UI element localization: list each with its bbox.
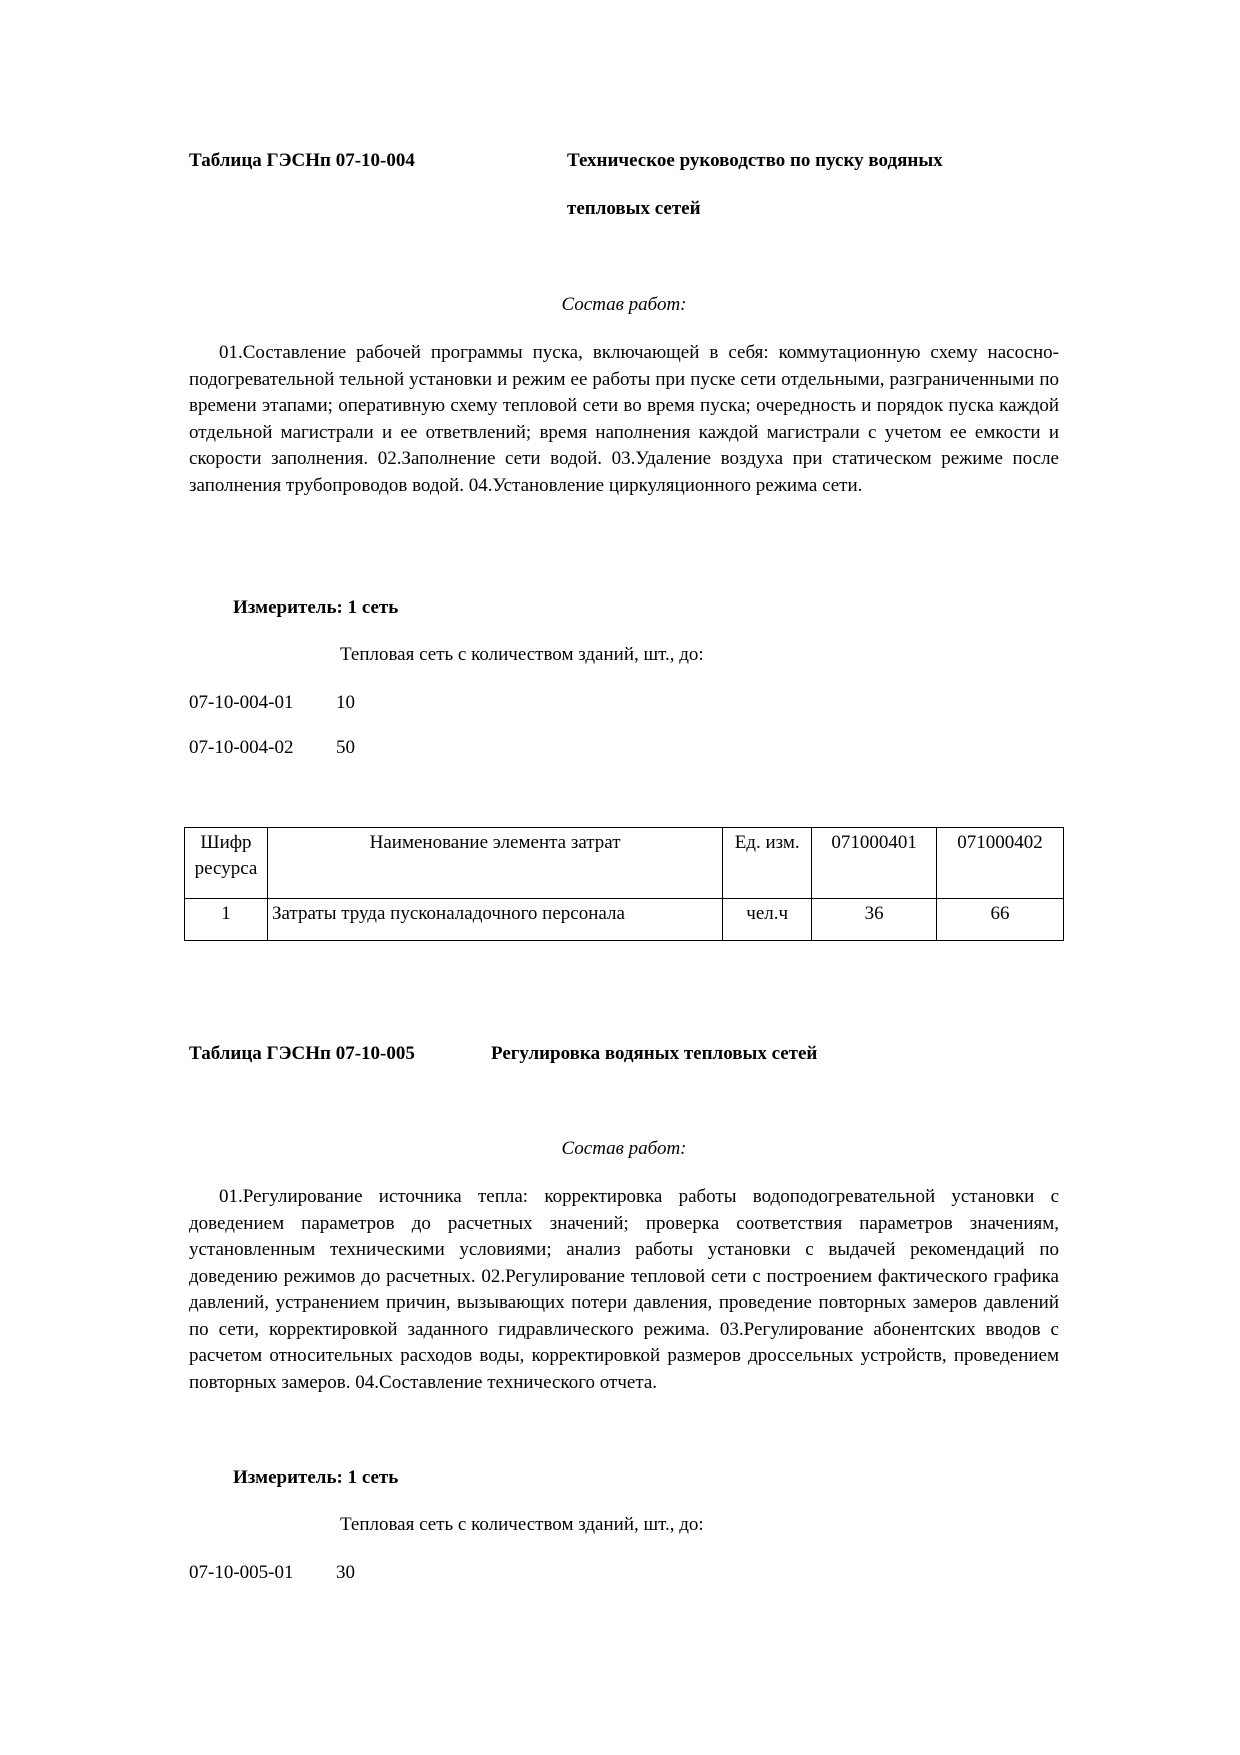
table2-code-1-value: 30 [336,1562,355,1583]
table2-label: Таблица ГЭСНп 07-10-005 [189,1043,415,1064]
table1-title-line1: Техническое руководство по пуску водяных [567,150,943,171]
header-code-01: 071000401 [812,828,937,899]
table2-work-heading: Состав работ: [561,1138,687,1159]
table2-work-text: 01.Регулирование источника тепла: корректировка работы водоподогревательной установки с доведением параметров до расчетных значений; проверка соответствия параметров значениям, установленным техническими условиями; анализ работы установки с выдачей рекомендаций по доведению режимов до расчетных. 02.Регулирование тепловой сети с построением фактического графика давлений, устранением причин, вызывающих потери давления, проведение повторных замеров давлений по сети, корректировкой заданного гидравлического режима. 03.Регулирование абонентских вводов с расчетом относительных расходов воды, корректировкой размеров дроссельных устройств, проведением повторных замеров. 04.Составление технического отчета. [189,1186,1059,1393]
resource-table-header [185,828,1064,899]
table1-subheading: Тепловая сеть с количеством зданий, шт., до: [340,644,704,665]
resource-table [184,827,1064,941]
cell-unit: чел.ч [723,899,812,941]
cell-value-01: 36 [812,899,937,941]
table2-subheading: Тепловая сеть с количеством зданий, шт., до: [340,1514,704,1535]
table1-title-line2: тепловых сетей [567,198,701,219]
table1-code-1: 07-10-004-01 [189,692,294,713]
header-resource-code: Шифр ресурса [185,828,268,899]
header-unit: Ед. изм. [723,828,812,899]
table2-meter: Измеритель: 1 сеть [233,1467,399,1488]
table1-code-1-value: 10 [336,692,355,713]
header-cost-element: Наименование элемента затрат [267,828,722,899]
table1-work-text: 01.Составление рабочей программы пуска, включающей в себя: коммутационную схему насосно-подогревательной тельной установки и режим ее работы при пуске сети отдельными, разграниченными по времени этапами; оперативную схему тепловой сети во время пуска; очередность и порядок пуска каждой отдельной магистрали и ее ответвлений; время наполнения каждой магистрали с учетом ее емкости и скорости заполнения. 02.Заполнение сети водой. 03.Удаление воздуха при статическом режиме после заполнения трубопроводов водой. 04.Установление циркуляционного режима сети. [189,342,1059,496]
table1-meter: Измеритель: 1 сеть [233,597,399,618]
table1-code-2: 07-10-004-02 [189,737,294,758]
table1-label: Таблица ГЭСНп 07-10-004 [189,150,415,171]
header-code-02: 071000402 [937,828,1064,899]
table2-title: Регулировка водяных тепловых сетей [491,1043,818,1064]
table1-code-2-value: 50 [336,737,355,758]
table-row [185,899,1064,941]
table2-code-1: 07-10-005-01 [189,1562,294,1583]
table1-work-heading: Состав работ: [561,294,687,315]
cell-resource-code: 1 [185,899,268,941]
cell-cost-element: Затраты труда пусконаладочного персонала [267,899,722,941]
cell-value-02: 66 [937,899,1064,941]
